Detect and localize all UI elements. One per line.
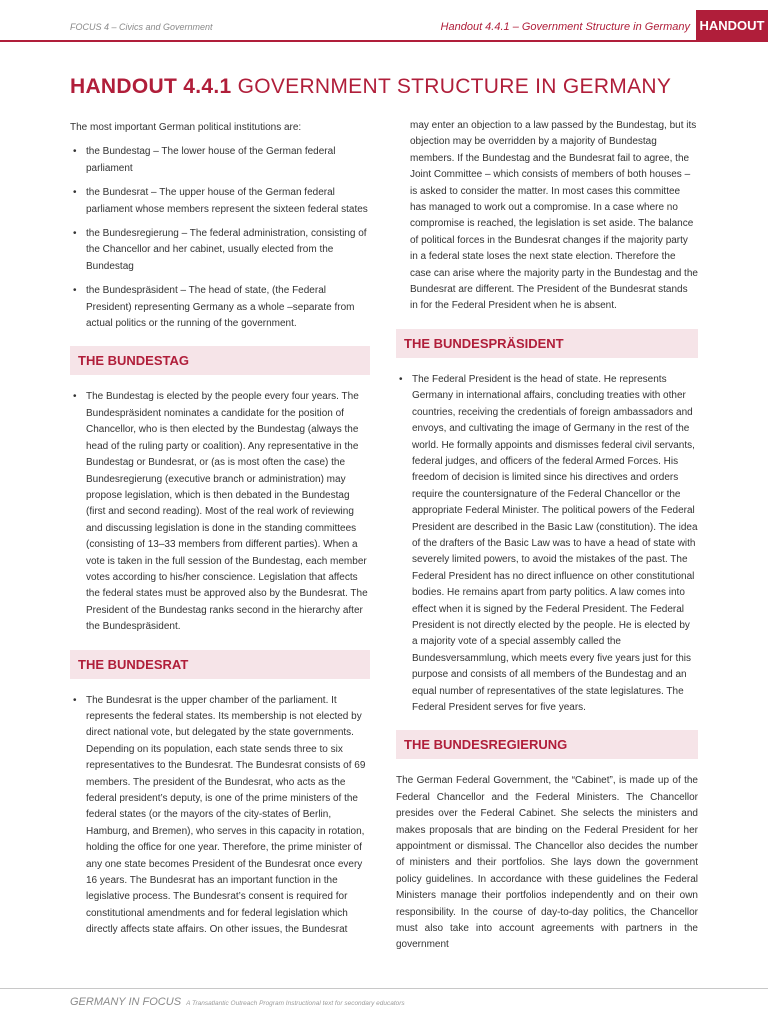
- intro-text: The most important German political institutions are:: [70, 122, 302, 133]
- institutions-list: [70, 144, 370, 332]
- left-column: [70, 120, 370, 947]
- section-heading-bundestag: THE BUNDESTAG: [70, 346, 370, 375]
- title-number: HANDOUT 4.4.1: [70, 75, 232, 98]
- footer-tagline: A Transatlantic Outreach Program Instructional text for secondary educators: [186, 1000, 405, 1007]
- header-divider: [0, 40, 768, 42]
- bundesregierung-paragraph: The German Federal Government, the “Cabinet”, is made up of the Federal Chancellor and the Federal Ministers. The Chancellor presides over the Federal Cabinet. She selects the ministers and makes proposals that are binding on the Federal President for her appointment or dismissal. The Chancellor also decides the number of ministers and their portfolios. She lays down the government policy guidelines. In accordance with these guidelines the Federal Ministers manage their portfolios independently and on their own responsibility. In the course of day-to-day politics, the Chancellor must also take into account agreements with partners in the government: [396, 775, 698, 951]
- bundestag-paragraph: • The Bundestag is elected by the people every four years. The Bundespräsident nominates a candidate for the position of Chancellor, who is then elected by the Bundestag (always the head of the ruling party or coalition). Any representative in the Bundestag or Bundesrat, or (as is most often the case) the Bundesregierung (executive branch or administration) may propose legislation, which is then debated in the Bundestag (first and second reading). Most of the real work of reviewing and discussing legislation is done in the standing committees (consisting of 13–33 members from different parties). When a vote is taken in the full session of the Bundestag, each member votes according to his/her conscience. Legislation that affects the federal states must be approved also by the Bundesrat. The President of the Bundestag ranks second in the hierarchy after the Bundespräsident.: [70, 389, 370, 635]
- footer-divider: [0, 988, 768, 989]
- page-footer: [70, 996, 405, 1008]
- title-text: GOVERNMENT STRUCTURE IN GERMANY: [237, 75, 672, 98]
- section-heading-bundespraesident: THE BUNDESPRÄSIDENT: [396, 329, 698, 358]
- list-item: • the Bundesregierung – The federal administration, consisting of the Chancellor and her cabinet, usually elected from the Bundestag: [70, 226, 370, 275]
- section-heading-bundesrat: THE BUNDESRAT: [70, 650, 370, 679]
- bundespraesident-paragraph: • The Federal President is the head of state. He represents Germany in international affairs, concluding treaties with other countries, receiving the credentials of foreign ambassadors and envoys, and cultivating the image of Germany in the rest of the world. He formally appoints and dismisses federal civil servants, federal judges, and officers of the federal Armed Forces. His freedom of decision is limited since his directives and orders require the countersignature of the Federal Chancellor or the appropriate Federal Minister. The political powers of the Federal President are described in the Basic Law (constitution). The idea of the drafters of the Basic Law was to have a head of state with severely limited powers, to avoid the mistakes of the past. The Federal President has no direct influence on other constitutional bodies. He remains apart from party politics. A law comes into effect when it is signed by the Federal President. The Federal President is not directly elected by the people. He is elected by a majority vote of a special assembly called the Bundesversammlung, which meets every five years just for this purpose and consists of all members of the Bundestag and an equal number of representatives of the state legislatures. The Federal President serves for five years.: [396, 372, 698, 717]
- right-column: [396, 118, 698, 954]
- list-item: • the Bundestag – The lower house of the German federal parliament: [70, 144, 370, 177]
- bundesrat-section: [70, 693, 370, 939]
- bundesrat-paragraph: • The Bundesrat is the upper chamber of the parliament. It represents the federal states. Its membership is not elected by direct national vote, but delegated by the state governments. Depending on its population, each state sends three to six representatives to the Bundesrat. The Bundesrat consists of 69 members. The president of the Bundesrat, who acts as the federal president’s deputy, is one of the prime ministers of the federal states (or the mayors of the city-states of Berlin, Hamburg, and Bremen), who serves in this capacity in rotation, holding the office for one year. Therefore, the prime minister of any one state becomes President of the Bundesrat once every 16 years. The Bundesrat has an important function in the legislative process. The Bundesrat’s consent is required for constitutional amendments and for federal legislation which directly affects state affairs. On other issues, the Bundesrat: [70, 693, 370, 939]
- page-title: [70, 74, 710, 100]
- page-header: [0, 0, 768, 44]
- header-handout-title: Handout 4.4.1 – Government Structure in Germany: [440, 21, 690, 33]
- bundestag-section: [70, 389, 370, 635]
- header-series-label: FOCUS 4 – Civics and Government: [70, 22, 213, 32]
- list-item: • the Bundespräsident – The head of state, (the Federal President) representing Germany as a whole –separate from actual politics or the running of the government.: [70, 283, 370, 332]
- bundesrat-continued-paragraph: may enter an objection to a law passed by the Bundestag, but its objection may be overridden by a majority of Bundestag members. If the Bundestag and the Bundesrat fail to agree, the Joint Committee – which consists of members of both houses – is asked to consider the matter. In most cases this committee has managed to work out a compromise. In a case where no compromise is reached, the legislation is set aside. The balance of political forces in the Bundesrat changes if the majority party in a federal state loses the next state election. Therefore the case can arise where the majority party in the Bundestag and the Bundesrat are different. The President of the Bundesrat stands in for the Federal President when he is absent.: [410, 120, 698, 312]
- footer-brand: GERMANY IN FOCUS: [70, 996, 182, 1008]
- handout-badge: HANDOUT: [696, 10, 768, 42]
- bundespraesident-section: [396, 372, 698, 717]
- list-item: • the Bundesrat – The upper house of the German federal parliament whose members represent the sixteen federal states: [70, 185, 370, 218]
- section-heading-bundesregierung: THE BUNDESREGIERUNG: [396, 730, 698, 759]
